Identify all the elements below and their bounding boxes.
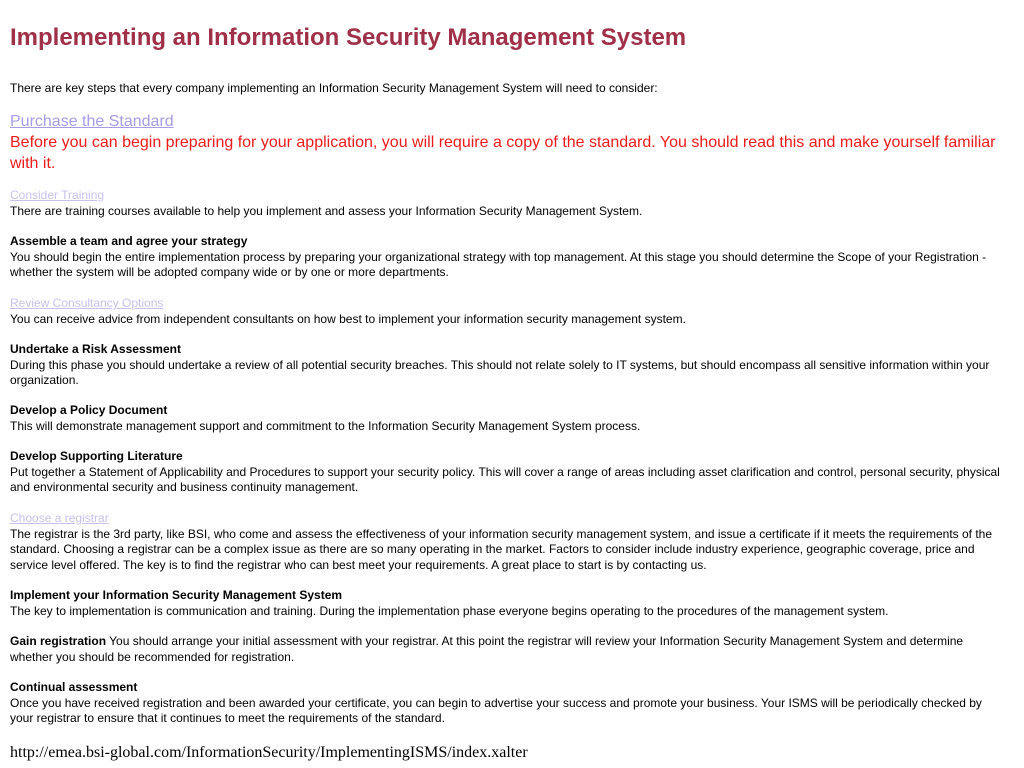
- implement-heading: Implement your Information Security Management System: [10, 588, 343, 602]
- section-consultancy: [10, 296, 1000, 327]
- registrar-description: The registrar is the 3rd party, like BSI, who come and assess the effectiveness of your information security management system, and issue a certificate if it meets the requirements of the standard. Choosing a registrar can be a complex issue as there are so many operating in the market. Factors to consider include industry experience, geographic coverage, price and service level offered. The key is to find the registrar who can best meet your requirements. A great place to start is by contacting us.: [10, 526, 993, 572]
- consultancy-description: You can receive advice from independent consultants on how best to implement your information security management system.: [10, 311, 686, 326]
- section-risk: [10, 342, 1000, 389]
- choose-registrar-link[interactable]: Choose a registrar: [10, 511, 109, 525]
- team-description: You should begin the entire implementation process by preparing your organizational strategy with top management. At this stage you should determine the Scope of your Registration - whether the system will be adopted company wide or by one or more departments.: [10, 249, 987, 279]
- section-purchase: [10, 112, 1000, 174]
- implement-description: The key to implementation is communication and training. During the implementation phase everyone begins operating to the procedures of the management system.: [10, 603, 889, 618]
- intro-text: There are key steps that every company implementing an Information Security Management System will need to consider:: [10, 81, 658, 95]
- review-consultancy-link[interactable]: Review Consultancy Options: [10, 296, 164, 310]
- risk-description: During this phase you should undertake a review of all potential security breaches. This should not relate solely to IT systems, but should encompass all sensitive information within your organization.: [10, 357, 990, 387]
- consider-training-link[interactable]: Consider Training: [10, 188, 105, 202]
- section-training: [10, 188, 1000, 219]
- policy-heading: Develop a Policy Document: [10, 403, 168, 417]
- section-team: [10, 234, 1000, 281]
- training-description: There are training courses available to help you implement and assess your Information Security Management System.: [10, 203, 643, 218]
- purchase-standard-link[interactable]: Purchase the Standard: [10, 113, 174, 130]
- policy-description: This will demonstrate management support and commitment to the Information Security Management System process.: [10, 418, 641, 433]
- page-title: Implementing an Information Security Management System: [10, 24, 687, 51]
- section-gain-registration: [10, 634, 1000, 665]
- section-implement: [10, 588, 1000, 619]
- gain-registration-description: You should arrange your initial assessment with your registrar. At this point the registrar will review your Information Security Management System and determine whether you should be recommended for registration.: [10, 634, 964, 664]
- risk-heading: Undertake a Risk Assessment: [10, 342, 181, 356]
- source-url: http://emea.bsi-global.com/InformationSecurity/ImplementingISMS/index.xalter: [10, 744, 528, 761]
- section-continual: [10, 680, 1000, 727]
- continual-heading: Continual assessment: [10, 680, 138, 694]
- section-registrar: [10, 511, 1000, 573]
- purchase-description: Before you can begin preparing for your application, you will require a copy of the standard. You should read this and make yourself familiar with it.: [10, 134, 996, 172]
- continual-description: Once you have received registration and been awarded your certificate, you can begin to advertise your success and promote your business. Your ISMS will be periodically checked by your registrar to ensure that it continues to meet the requirements of the standard.: [10, 695, 982, 725]
- gain-registration-heading: Gain registration: [10, 634, 107, 648]
- team-heading: Assemble a team and agree your strategy: [10, 234, 248, 248]
- section-policy: [10, 403, 1000, 434]
- literature-description: Put together a Statement of Applicability and Procedures to support your security policy. This will cover a range of areas including asset clarification and control, personal security, physical and environmental security and business continuity management.: [10, 464, 1000, 494]
- literature-heading: Develop Supporting Literature: [10, 449, 183, 463]
- section-literature: [10, 449, 1000, 496]
